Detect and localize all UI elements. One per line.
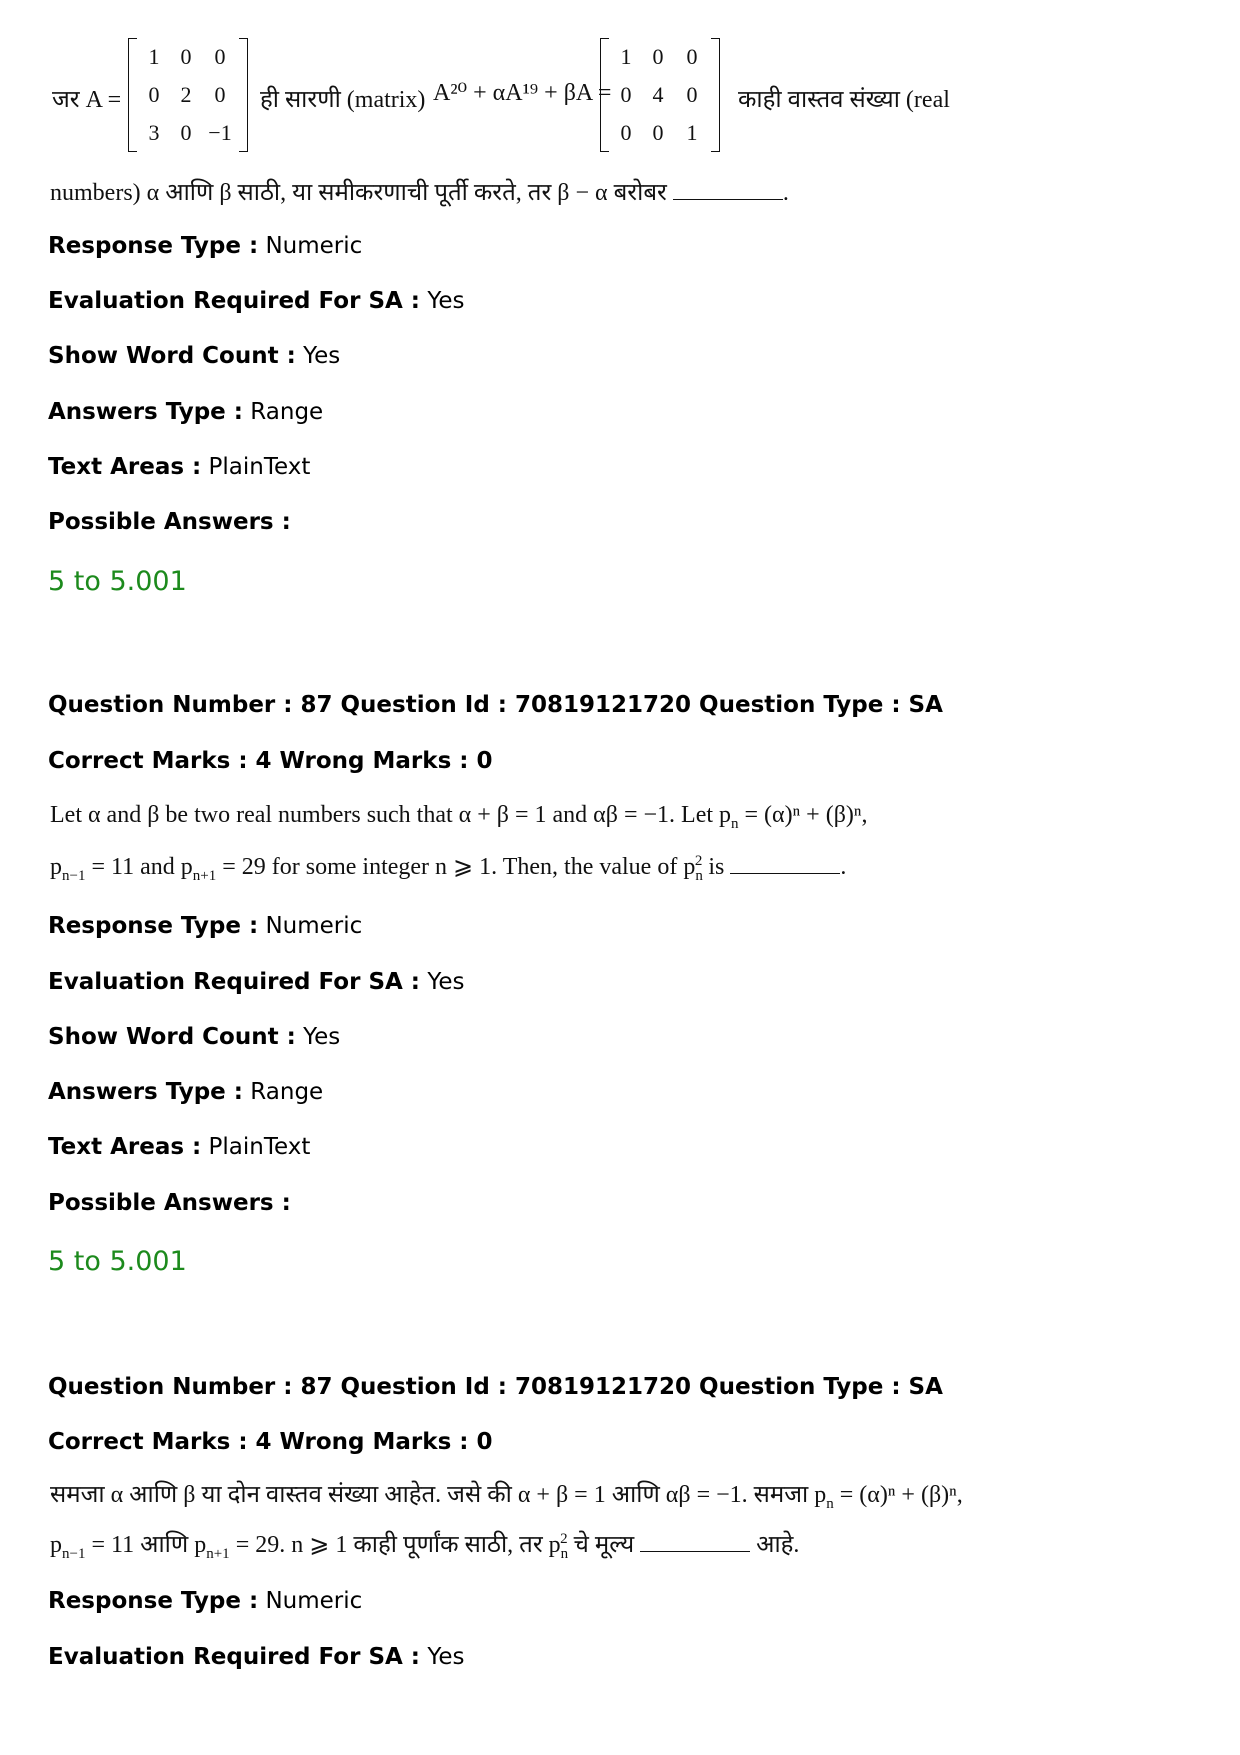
- matrix-a-cell: 2: [180, 82, 192, 107]
- marks-row: Correct Marks : 4 Wrong Marks : 0: [48, 1429, 493, 1455]
- evaluation-required-row: [48, 1643, 464, 1671]
- answers-type-row: [48, 1078, 323, 1106]
- possible-answer-value: 5 to 5.001: [48, 1246, 187, 1277]
- q87-mr-line1-text: समजा α आणि β या दोन वास्तव संख्या आहेत. जसे की α + β = 1 आणि αβ = −1. समजा p: [50, 1482, 827, 1508]
- matrix-a-cell: 0: [148, 82, 160, 107]
- possible-answers-row: [48, 508, 291, 536]
- text-areas-value: PlainText: [208, 1134, 311, 1160]
- answers-type-value: Range: [250, 1079, 324, 1105]
- q86-eq-prefix: जर A =: [52, 87, 122, 113]
- q87-mr-line2-d: चे मूल्य: [567, 1532, 635, 1558]
- possible-answer-value: 5 to 5.001: [48, 566, 187, 597]
- subscript: n: [560, 1545, 569, 1562]
- matrix-result: [610, 38, 710, 152]
- response-type-value: Numeric: [265, 1588, 363, 1614]
- q86-equation-line: [50, 38, 1050, 158]
- matrix-result-cell: 0: [686, 82, 698, 107]
- q87-mr-question-line-2: [50, 1527, 799, 1563]
- show-word-count-row: [48, 342, 340, 370]
- answers-type-row: [48, 398, 323, 426]
- matrix-a-cell: −1: [208, 120, 232, 145]
- subscript: n: [826, 1495, 834, 1512]
- matrix-result-cell: 1: [620, 44, 632, 69]
- q87-en-line2-d: is: [702, 854, 725, 880]
- matrix-result-cell: 1: [686, 120, 698, 145]
- marks-row: Correct Marks : 4 Wrong Marks : 0: [48, 748, 493, 774]
- text-areas-row: [48, 1133, 310, 1161]
- q87-mr-line2-end: आहे.: [750, 1532, 800, 1558]
- response-type-value: Numeric: [265, 913, 363, 939]
- q86-eq-mid-math: A²⁰ + αA¹⁹ + βA =: [433, 80, 612, 106]
- evaluation-required-row: [48, 968, 464, 996]
- superscript: 2: [694, 853, 703, 869]
- matrix-a-cell: 0: [214, 82, 226, 107]
- text-areas-label: Text Areas :: [48, 454, 202, 480]
- answer-blank: [730, 873, 840, 874]
- matrix-a-cell: 0: [180, 44, 192, 69]
- answer-blank: [673, 199, 783, 200]
- subscript: n+1: [192, 867, 217, 884]
- evaluation-required-value: Yes: [427, 1644, 465, 1670]
- show-word-count-value: Yes: [303, 1024, 341, 1050]
- matrix-a: [138, 38, 238, 152]
- answers-type-label: Answers Type :: [48, 399, 243, 425]
- answer-blank: [640, 1551, 750, 1552]
- evaluation-required-value: Yes: [427, 969, 465, 995]
- q87-mr-line2-b: = 11 आणि p: [85, 1532, 207, 1558]
- evaluation-required-label: Evaluation Required For SA :: [48, 969, 421, 995]
- evaluation-required-label: Evaluation Required For SA :: [48, 1644, 421, 1670]
- subscript: n−1: [62, 1545, 86, 1562]
- subscript: n+1: [206, 1545, 230, 1562]
- show-word-count-value: Yes: [303, 343, 341, 369]
- matrix-result-cell: 0: [652, 120, 664, 145]
- evaluation-required-row: [48, 287, 464, 315]
- q87-en-line2-c: = 29 for some integer n ⩾ 1. Then, the value of p: [216, 854, 696, 880]
- show-word-count-label: Show Word Count :: [48, 1024, 296, 1050]
- evaluation-required-label: Evaluation Required For SA :: [48, 288, 421, 314]
- q86-line2-text: numbers) α आणि β साठी, या समीकरणाची पूर्ती करते, तर β − α बरोबर: [50, 180, 667, 206]
- text-areas-value: PlainText: [208, 454, 311, 480]
- answers-type-value: Range: [250, 399, 324, 425]
- matrix-result-cell: 0: [652, 44, 664, 69]
- matrix-result-cell: 4: [652, 82, 664, 107]
- q87-mr-line2-c: = 29. n ⩾ 1 काही पूर्णांक साठी, तर p: [229, 1532, 561, 1558]
- matrix-result-cell: 0: [686, 44, 698, 69]
- response-type-row: [48, 1587, 362, 1615]
- q87-mr-question-line-1: [50, 1477, 963, 1513]
- show-word-count-row: [48, 1023, 340, 1051]
- subscript: n: [695, 867, 703, 884]
- matrix-result-cell: 0: [620, 82, 632, 107]
- subscript: n−1: [62, 867, 86, 884]
- show-word-count-label: Show Word Count :: [48, 343, 296, 369]
- response-type-label: Response Type :: [48, 1588, 259, 1614]
- matrix-a-cell: 0: [214, 44, 226, 69]
- matrix-a-cell: 3: [148, 120, 160, 145]
- q87-en-line1-end: = (α)ⁿ + (β)ⁿ,: [738, 802, 868, 828]
- matrix-result-cell: 0: [620, 120, 632, 145]
- q86-question-line-2: [50, 175, 789, 208]
- matrix-a-cell: 1: [148, 44, 160, 69]
- response-type-row: [48, 912, 362, 940]
- text-areas-label: Text Areas :: [48, 1134, 202, 1160]
- q87-en-line2-a: p: [50, 854, 62, 880]
- q87-en-line2-end: .: [840, 854, 847, 880]
- q86-line2-end: .: [782, 180, 789, 206]
- question-header: Question Number : 87 Question Id : 70819121720 Question Type : SA: [48, 692, 943, 718]
- answers-type-label: Answers Type :: [48, 1079, 243, 1105]
- q87-en-question-line-2: [50, 852, 846, 885]
- response-type-label: Response Type :: [48, 913, 259, 939]
- text-areas-row: [48, 453, 310, 481]
- q87-mr-line1-end: = (α)ⁿ + (β)ⁿ,: [833, 1482, 963, 1508]
- question-header: Question Number : 87 Question Id : 70819121720 Question Type : SA: [48, 1374, 943, 1400]
- q87-en-line1-text: Let α and β be two real numbers such that α + β = 1 and αβ = −1. Let p: [50, 802, 732, 828]
- q86-eq-suffix: काही वास्तव संख्या (real: [738, 87, 950, 113]
- possible-answers-label: Possible Answers :: [48, 1190, 291, 1216]
- q87-mr-line2-a: p: [50, 1532, 62, 1558]
- evaluation-required-value: Yes: [427, 288, 465, 314]
- superscript: 2: [560, 1531, 568, 1547]
- possible-answers-label: Possible Answers :: [48, 509, 291, 535]
- q86-eq-mid-text: ही सारणी (matrix): [260, 87, 426, 113]
- subscript: n: [731, 815, 739, 832]
- possible-answers-row: [48, 1189, 291, 1217]
- response-type-value: Numeric: [265, 233, 363, 259]
- response-type-label: Response Type :: [48, 233, 259, 259]
- response-type-row: [48, 232, 362, 260]
- q87-en-line2-b: = 11 and p: [85, 854, 193, 880]
- matrix-a-cell: 0: [180, 120, 192, 145]
- q87-en-question-line-1: [50, 802, 867, 833]
